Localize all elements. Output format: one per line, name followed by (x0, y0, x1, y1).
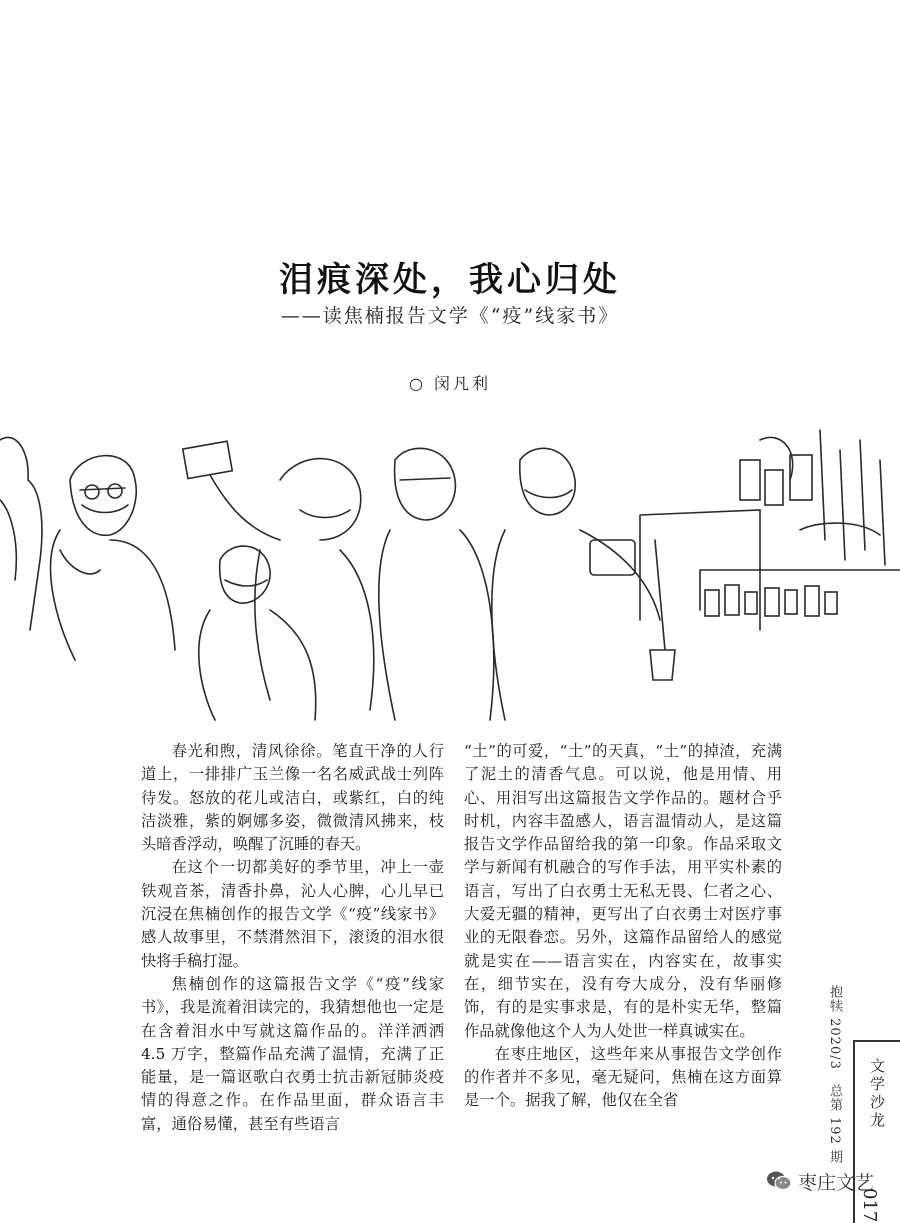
paragraph: 在这个一切都美好的季节里，冲上一壶铁观音茶，清香扑鼻，沁人心脾，心儿早已沉浸在焦楠创作的报告文学《“疫”线家书》感人故事里，不禁潸然泪下，滚烫的泪水很快将手稿打湿。 (141, 858, 444, 970)
issue-info: 抱犊 2020/3 总第 192 期 (827, 985, 842, 1164)
author-byline: ○ 闵凡利 (408, 374, 492, 393)
wechat-icon (766, 1170, 792, 1192)
watermark (766, 1167, 874, 1195)
text-column-left (141, 740, 444, 1136)
medical-workers-illustration (0, 420, 900, 730)
text-column-right (464, 740, 782, 1113)
paragraph: 春光和煦，清风徐徐。笔直干净的人行道上，一排排广玉兰像一名名威武战士列阵待发。怒放的花儿或洁白，或紫红，白的纯洁淡雅，紫的婀娜多姿，微微清风拂来，枝头暗香浮动，唤醒了沉睡的春天。 (141, 742, 444, 854)
paragraph-continued: “土”的可爱，“土”的天真，“土”的掉渣，充满了泥土的清香气息。可以说，他是用情、用心、用泪写出这篇报告文学作品的。题材合乎时机，内容丰盈感人，语言温情动人，是这篇报告文学作品留给我的第一印象。作品采取文学与新闻有机融合的写作手法，用平实朴素的语言，写出了白衣勇士无私无畏、仁者之心、大爱无疆的精神，更写出了白衣勇士对医疗事业的无限眷恋。另外，这篇作品留给人的感觉就是实在——语言实在，内容实在，故事实在，细节实在，没有夸大成分，没有华丽修饰，有的是实事求是，有的是朴实无华，整篇作品就像他这个人为人处世一样真诚实在。 (464, 742, 782, 1040)
paragraph: 在枣庄地区，这些年来从事报告文学创作的作者并不多见，毫无疑问，焦楠在这方面算是一个。据我了解，他仅在全省 (464, 1044, 782, 1110)
article-subtitle: ——读焦楠报告文学《“疫”线家书》 (280, 305, 620, 327)
page-number: 017 (859, 1188, 880, 1223)
watermark-text: 枣庄文艺 (798, 1171, 875, 1194)
section-title: 文学沙龙 (868, 1058, 886, 1130)
paragraph: 焦楠创作的这篇报告文学《“疫”线家书》，我是流着泪读完的，我猜想他也一定是在含着泪水中写就这篇作品的。洋洋洒洒 4.5 万字，整篇作品充满了温情，充满了正能量，是一篇讴歌白衣勇士抗击新冠肺炎疫情的得意之作。在作品里面，群众语言丰富，通俗易懂，甚至有些语言 (141, 974, 444, 1133)
article-title: 泪痕深处，我心归处 (279, 260, 621, 300)
